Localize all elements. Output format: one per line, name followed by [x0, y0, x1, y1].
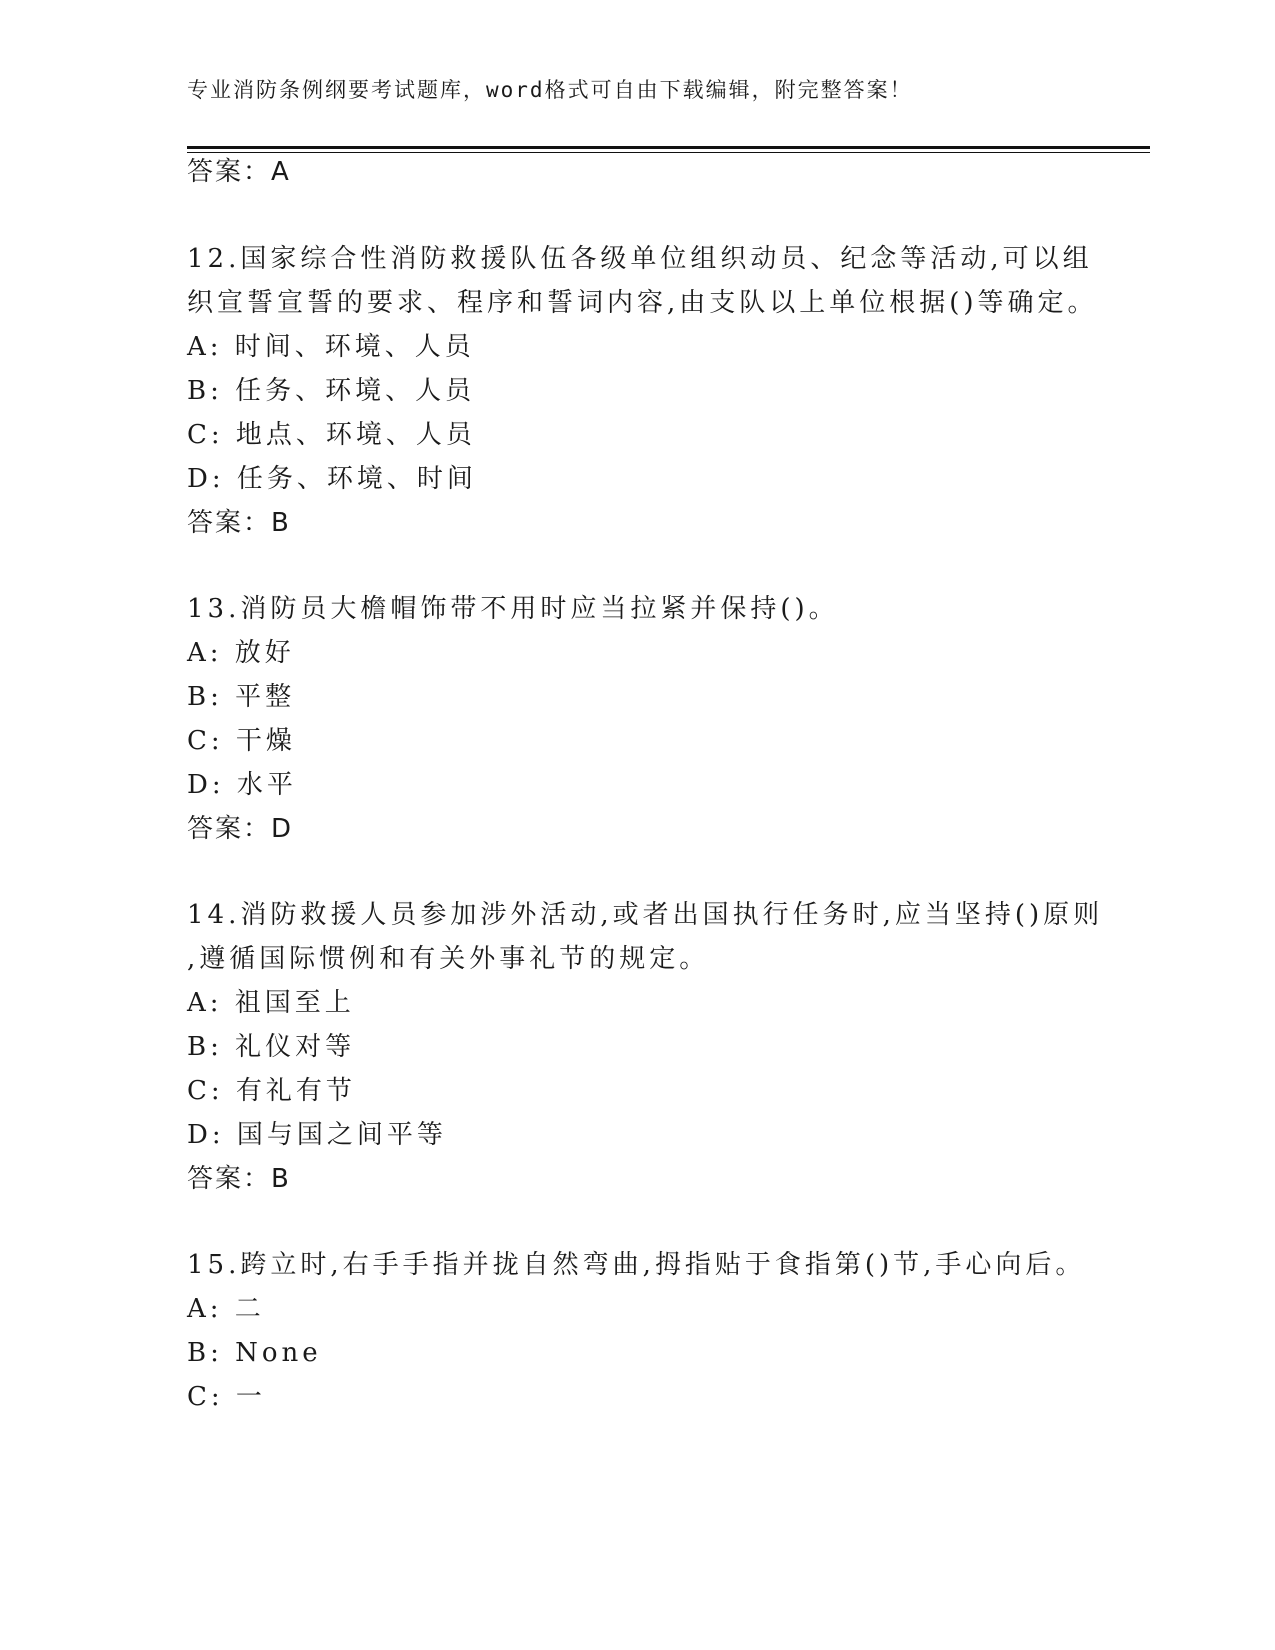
- question-14-option-c: C: 有礼有节: [187, 1076, 356, 1106]
- header-rule-thick: [187, 146, 1150, 149]
- question-15-stem-line-1: 15.跨立时,右手手指并拢自然弯曲,拇指贴于食指第()节,手心向后。: [187, 1250, 1086, 1280]
- question-14-stem-line-2: ,遵循国际惯例和有关外事礼节的规定。: [187, 944, 710, 974]
- question-14-stem-line-1: 14.消防救援人员参加涉外活动,或者出国执行任务时,应当坚持()原则: [187, 900, 1104, 930]
- question-13-option-d: D: 水平: [187, 770, 297, 800]
- question-14-option-b: B: 礼仪对等: [187, 1032, 356, 1062]
- question-12-stem-line-1: 12.国家综合性消防救援队伍各级单位组织动员、纪念等活动,可以组: [187, 244, 1093, 274]
- question-12-answer: 答案：B: [187, 508, 291, 538]
- question-14-answer: 答案：B: [187, 1164, 291, 1194]
- question-15-option-a: A: 二: [187, 1294, 265, 1324]
- question-12-option-c: C: 地点、环境、人员: [187, 420, 476, 450]
- question-13-option-a: A: 放好: [187, 638, 295, 668]
- question-13-option-c: C: 干燥: [187, 726, 296, 756]
- question-13-stem-line-1: 13.消防员大檐帽饰带不用时应当拉紧并保持()。: [187, 594, 839, 624]
- question-13-answer: 答案：D: [187, 814, 294, 844]
- question-14-option-d: D: 国与国之间平等: [187, 1120, 447, 1150]
- question-15-option-b: B: None: [187, 1338, 322, 1368]
- question-15-option-c: C: 一: [187, 1382, 266, 1412]
- page-header: 专业消防条例纲要考试题库，word格式可自由下载编辑，附完整答案！: [187, 78, 913, 102]
- question-12-stem-line-2: 织宣誓宣誓的要求、程序和誓词内容,由支队以上单位根据()等确定。: [187, 288, 1098, 318]
- question-14-option-a: A: 祖国至上: [187, 988, 355, 1018]
- question-13-option-b: B: 平整: [187, 682, 296, 712]
- header-rule-thin: [187, 152, 1150, 153]
- question-12-option-b: B: 任务、环境、人员: [187, 376, 476, 406]
- question-12-option-a: A: 时间、环境、人员: [187, 332, 475, 362]
- question-12-option-d: D: 任务、环境、时间: [187, 464, 477, 494]
- previous-answer: 答案：A: [187, 157, 291, 187]
